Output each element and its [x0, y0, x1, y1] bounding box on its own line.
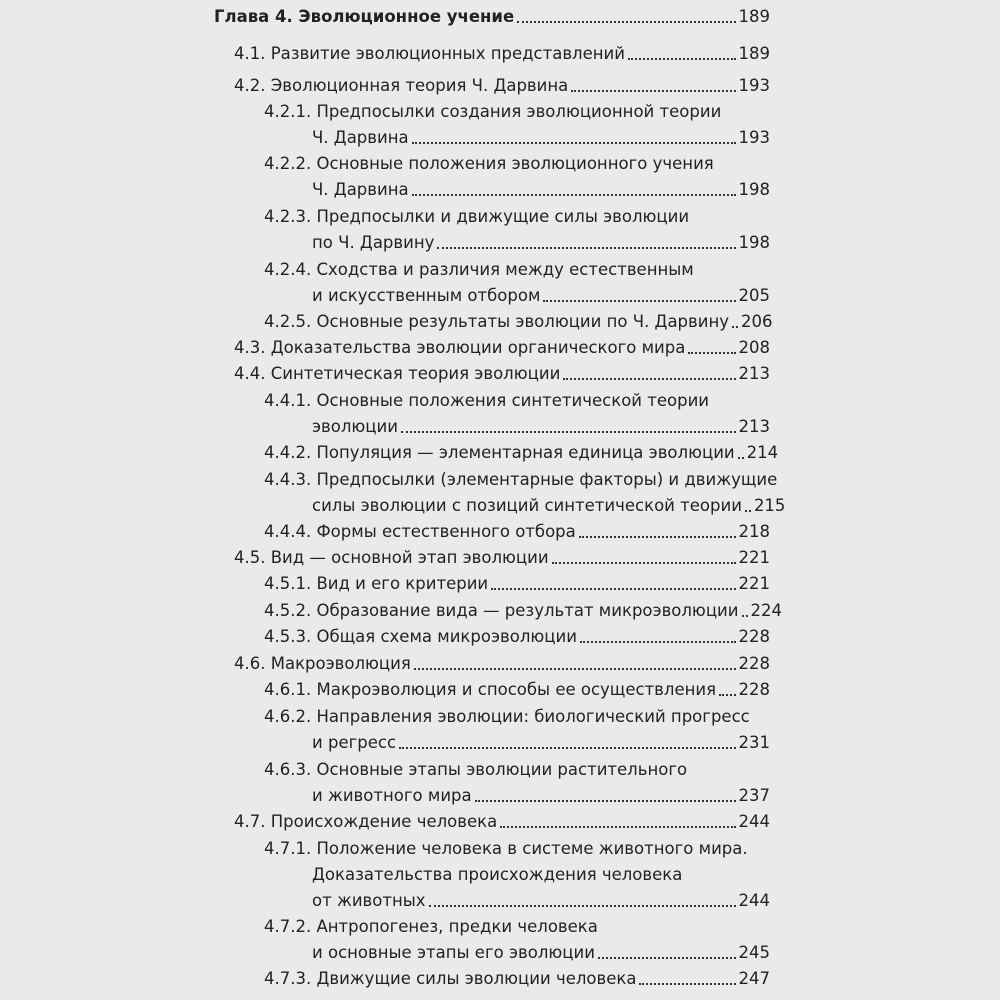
toc-entry-4-4-1	[312, 413, 770, 440]
toc-title-continuation: и искусственным отбором	[312, 286, 541, 305]
toc-title-4-2-3: 4.2.3. Предпосылки и движущие силы эволюции	[264, 207, 690, 226]
toc-entry-4-2-1	[312, 124, 770, 151]
toc-title-4-2-1: 4.2.1. Предпосылки создания эволюционной теории	[264, 102, 722, 121]
leader-dots	[598, 957, 736, 959]
toc-title-4-2-4: 4.2.4. Сходства и различия между естественным	[264, 260, 694, 279]
leader-dots	[437, 247, 735, 249]
leader-dots	[719, 694, 735, 696]
toc-entry-4-3	[234, 334, 770, 361]
toc-entry-4-6-1	[264, 676, 770, 703]
toc-title: Глава 4. Эволюционное учение	[214, 7, 515, 26]
leader-dots	[429, 905, 736, 907]
toc-page-number: 206	[741, 312, 773, 331]
toc-page-number: 228	[738, 654, 770, 673]
toc-entry-4-5	[234, 544, 770, 571]
toc-title: 4.5.1. Вид и его критерии	[264, 574, 489, 593]
toc-title-4-6-3: 4.6.3. Основные этапы эволюции растительного	[264, 760, 688, 779]
toc-title-4-7-2: 4.7.2. Антропогенез, предки человека	[264, 917, 598, 936]
toc-page-number: 193	[738, 128, 770, 147]
toc-page-number: 218	[738, 522, 770, 541]
toc-page-number: 189	[738, 7, 770, 26]
toc-page-number: 213	[738, 417, 770, 436]
toc-title: 4.6. Макроэволюция	[234, 654, 411, 673]
toc-entry-4-4	[234, 360, 770, 387]
toc-title-continuation: по Ч. Дарвину	[312, 233, 435, 252]
toc-entry-4-6-3	[312, 782, 770, 809]
toc-page-number: 193	[738, 76, 770, 95]
toc-page-number: 237	[738, 786, 770, 805]
leader-dots	[738, 457, 744, 459]
toc-entry-4-2-4	[312, 282, 770, 309]
toc-entry-4-2	[234, 72, 770, 99]
toc-title: 4.2. Эволюционная теория Ч. Дарвина	[234, 76, 569, 95]
toc-title-4-6-2: 4.6.2. Направления эволюции: биологический прогресс	[264, 707, 750, 726]
leader-dots	[414, 668, 736, 670]
leader-dots	[399, 747, 735, 749]
toc-entry-4-1	[234, 40, 770, 67]
toc-page-number: 214	[746, 443, 779, 462]
toc-entry-chapter-4	[214, 3, 770, 30]
toc-entry-4-7-3	[264, 965, 770, 992]
leader-dots	[745, 510, 751, 512]
toc-entry-4-4-2	[264, 439, 779, 466]
toc-page-number: 221	[738, 574, 770, 593]
leader-dots	[412, 142, 736, 144]
toc-page-number: 198	[738, 180, 770, 199]
toc-page-number: 213	[738, 364, 770, 383]
leader-dots	[491, 588, 735, 590]
toc-title: 4.2.5. Основные результаты эволюции по Ч. Дарвину	[264, 312, 730, 331]
toc-page-number: 198	[738, 233, 770, 252]
leader-dots	[628, 58, 736, 60]
toc-entry-4-7-1	[312, 887, 770, 914]
toc-title: 4.7.3. Движущие силы эволюции человека	[264, 969, 637, 988]
toc-title: 4.6.1. Макроэволюция и способы ее осуществления	[264, 680, 717, 699]
toc-entry-4-5-1	[264, 570, 770, 597]
toc-title-continuation: силы эволюции с позиций синтетической теории	[312, 496, 742, 515]
toc-entry-4-5-3	[264, 623, 770, 650]
toc-title: 4.4.2. Популяция — элементарная единица эволюции	[264, 443, 735, 462]
toc-page-number: 244	[738, 812, 770, 831]
toc-page-number: 189	[738, 44, 770, 63]
toc-page-number: 228	[738, 680, 770, 699]
toc-entry-4-7-2	[312, 939, 770, 966]
toc-title-4-4-1: 4.4.1. Основные положения синтетической теории	[264, 391, 710, 410]
toc-title: 4.3. Доказательства эволюции органического мира	[234, 338, 686, 357]
toc-entry-4-4-3	[312, 492, 786, 519]
leader-dots	[475, 800, 736, 802]
leader-dots	[543, 300, 735, 302]
toc-entry-4-2-2	[312, 176, 770, 203]
toc-title-continuation-4-7-1: Доказательства происхождения человека	[312, 865, 683, 884]
toc-entry-4-6	[234, 650, 770, 677]
leader-dots	[412, 194, 736, 196]
toc-title: 4.5. Вид — основной этап эволюции	[234, 548, 549, 567]
toc-title-4-4-3: 4.4.3. Предпосылки (элементарные факторы) и движущие	[264, 470, 778, 489]
toc-title-continuation: Ч. Дарвина	[312, 128, 409, 147]
leader-dots	[639, 983, 735, 985]
toc-page-number: 245	[738, 943, 770, 962]
toc-page-number: 247	[738, 969, 770, 988]
toc-title-continuation: от животных	[312, 891, 426, 910]
leader-dots	[552, 562, 736, 564]
toc-title: 4.4.4. Формы естественного отбора	[264, 522, 576, 541]
leader-dots	[571, 90, 735, 92]
leader-dots	[688, 352, 735, 354]
toc-page-number: 231	[738, 733, 770, 752]
toc-title-continuation: Ч. Дарвина	[312, 180, 409, 199]
toc-page-number: 228	[738, 627, 770, 646]
toc-page-number: 244	[738, 891, 770, 910]
toc-entry-4-2-3	[312, 229, 770, 256]
toc-title: 4.5.2. Образование вида — результат микроэволюции	[264, 601, 739, 620]
toc-title: 4.5.3. Общая схема микроэволюции	[264, 627, 577, 646]
leader-dots	[563, 378, 735, 380]
toc-entry-4-6-2	[312, 729, 770, 756]
toc-page-number: 215	[753, 496, 786, 515]
toc-title-continuation: и регресс	[312, 733, 397, 752]
leader-dots	[500, 826, 735, 828]
toc-entry-4-7	[234, 808, 770, 835]
leader-dots	[580, 641, 736, 643]
toc-entry-4-4-4	[264, 518, 770, 545]
toc-title: 4.7. Происхождение человека	[234, 812, 498, 831]
leader-dots	[517, 21, 735, 23]
toc-entry-4-2-5	[264, 308, 773, 335]
toc-title: 4.1. Развитие эволюционных представлений	[234, 44, 625, 63]
leader-dots	[579, 536, 736, 538]
leader-dots	[742, 615, 748, 617]
leader-dots	[732, 326, 738, 328]
toc-page-number: 221	[738, 548, 770, 567]
toc-page-number: 205	[738, 286, 770, 305]
toc-title-4-2-2: 4.2.2. Основные положения эволюционного учения	[264, 154, 714, 173]
toc-title-continuation: эволюции	[312, 417, 398, 436]
toc-title: 4.4. Синтетическая теория эволюции	[234, 364, 561, 383]
toc-page-number: 208	[738, 338, 770, 357]
toc-title-continuation: и основные этапы его эволюции	[312, 943, 595, 962]
toc-page-number: 224	[750, 601, 782, 620]
toc-entry-4-5-2	[264, 597, 782, 624]
toc-title-4-7-1: 4.7.1. Положение человека в системе животного мира.	[264, 839, 748, 858]
leader-dots	[401, 431, 736, 433]
toc-title-continuation: и животного мира	[312, 786, 472, 805]
